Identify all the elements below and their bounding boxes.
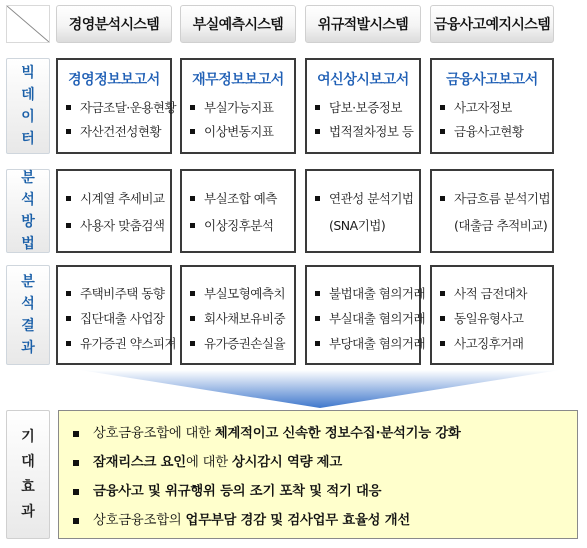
item-list — [66, 185, 166, 239]
result-box-1 — [180, 265, 296, 365]
item-text: 유가증권 약스피져 — [80, 336, 177, 351]
header-corner — [6, 5, 50, 43]
item-text: 담보·보증정보 — [329, 100, 402, 115]
item-list — [440, 281, 548, 356]
row-label-method — [6, 169, 50, 253]
list-item — [190, 120, 290, 144]
header-col-2: 위규적발시스템 — [305, 5, 421, 43]
data-box-2 — [305, 58, 421, 154]
header-col-1: 부실예측시스템 — [180, 5, 296, 43]
down-arrow-icon — [60, 370, 580, 408]
method-box-2 — [305, 169, 421, 253]
list-item — [440, 96, 548, 120]
result-box-2 — [305, 265, 426, 365]
list-item — [66, 331, 177, 356]
list-item — [440, 185, 551, 212]
list-item — [440, 120, 548, 144]
result-box-0 — [56, 265, 177, 365]
box-title: 금융사고보고서 — [446, 72, 538, 88]
list-item — [315, 331, 426, 356]
list-item — [440, 212, 548, 239]
item-text: 부실가능지표 — [204, 100, 274, 115]
method-box-0 — [56, 169, 172, 253]
row-label-effects — [6, 410, 50, 539]
item-text: 사용자 맞춤검색 — [80, 218, 165, 233]
effect-item — [73, 506, 569, 535]
box-title: 여신상시보고서 — [317, 72, 409, 88]
item-list — [190, 185, 290, 239]
box-title: 재무정보보고서 — [192, 72, 284, 88]
list-item — [315, 212, 415, 239]
item-list — [440, 96, 548, 144]
list-item — [440, 281, 548, 306]
effect-item — [73, 419, 569, 448]
row-label-char: 법 — [21, 236, 35, 252]
row-label-char: 효 — [21, 478, 35, 495]
item-text: 주택비주택 동향 — [80, 286, 165, 301]
item-text: 자산건전성현황 — [80, 124, 162, 139]
item-text: 시계열 추세비교 — [80, 191, 165, 206]
list-item — [440, 306, 548, 331]
effects-list — [73, 419, 569, 535]
list-item — [66, 96, 177, 120]
data-box-1 — [180, 58, 296, 154]
item-list — [315, 281, 426, 356]
item-list — [315, 96, 415, 144]
effect-text: 상호금융조합에 대한 — [93, 426, 215, 441]
row-label-char: 대 — [21, 453, 35, 470]
item-text: 부당대출 혐의거래 — [329, 336, 426, 351]
item-text: 사고징후거래 — [454, 336, 524, 351]
item-text: 불법대출 혐의거래 — [329, 286, 426, 301]
row-label-char: 석 — [21, 296, 35, 312]
effects-box — [58, 410, 578, 539]
list-item — [190, 212, 290, 239]
row-label-char: 결 — [21, 318, 35, 334]
item-text: (SNA기법) — [329, 218, 386, 233]
item-list — [66, 96, 177, 144]
row-label-char: 데 — [21, 87, 35, 103]
item-list — [66, 281, 177, 356]
item-text: 법적절차정보 등 — [329, 124, 414, 139]
item-text: 부실대출 혐의거래 — [329, 311, 426, 326]
row-label-char: 석 — [21, 192, 35, 208]
list-item — [190, 331, 290, 356]
list-item — [66, 185, 166, 212]
effect-emphasis: 금융사고 및 위규행위 등의 조기 포착 및 적기 대응 — [93, 484, 382, 499]
item-text: 자금조달·운용현황 — [80, 100, 177, 115]
item-text: 사적 금전대차 — [454, 286, 527, 301]
item-text: 부실모형예측치 — [204, 286, 286, 301]
item-list — [190, 281, 290, 356]
list-item — [315, 306, 426, 331]
row-label-char: 방 — [21, 214, 35, 230]
row-label-result — [6, 265, 50, 365]
list-item — [66, 212, 166, 239]
method-box-3 — [430, 169, 554, 253]
box-title: 경영정보보고서 — [68, 72, 160, 88]
list-item — [66, 120, 166, 144]
row-label-data — [6, 58, 50, 154]
list-item — [190, 185, 290, 212]
item-text: 유가증권손실율 — [204, 336, 286, 351]
item-text: 이상징후분석 — [204, 218, 274, 233]
item-text: 금융사고현황 — [454, 124, 524, 139]
effect-emphasis: 잠재리스크 요인 — [93, 455, 186, 470]
list-item — [315, 185, 415, 212]
item-text: 부실조합 예측 — [204, 191, 277, 206]
effect-item — [73, 448, 569, 477]
list-item — [190, 96, 290, 120]
header-col-0: 경영분석시스템 — [56, 5, 172, 43]
item-text: 사고자정보 — [454, 100, 512, 115]
list-item — [440, 331, 548, 356]
list-item — [315, 96, 415, 120]
item-text: 이상변동지표 — [204, 124, 274, 139]
row-label-char: 과 — [21, 503, 35, 520]
item-text: 집단대출 사업장 — [80, 311, 165, 326]
diagonal-divider — [7, 6, 49, 42]
effect-text: 에 대한 — [185, 455, 232, 470]
row-label-char: 분 — [21, 274, 35, 290]
list-item — [315, 281, 426, 306]
item-list — [190, 96, 290, 144]
effect-emphasis: 업무부담 경감 및 검사업무 효율성 개선 — [185, 513, 411, 528]
row-label-char: 과 — [21, 340, 35, 356]
effect-emphasis: 체계적이고 신속한 정보수집·분석기능 강화 — [214, 426, 461, 441]
item-text: 자금흐름 분석기법 — [454, 191, 551, 206]
row-label-char: 기 — [21, 428, 35, 445]
effect-emphasis: 상시감시 역량 제고 — [231, 455, 342, 470]
method-box-1 — [180, 169, 296, 253]
row-label-char: 터 — [21, 131, 35, 147]
effect-text: 상호금융조합의 — [93, 513, 186, 528]
item-list — [440, 185, 551, 239]
item-text: 동일유형사고 — [454, 311, 524, 326]
data-box-0 — [56, 58, 177, 154]
item-text: (대출금 추적비교) — [454, 218, 548, 233]
item-text: 회사채보유비중 — [204, 311, 286, 326]
row-label-char: 이 — [21, 109, 35, 125]
row-label-char: 빅 — [21, 65, 35, 81]
list-item — [190, 306, 290, 331]
effect-item — [73, 477, 569, 506]
list-item — [315, 120, 415, 144]
result-box-3 — [430, 265, 554, 365]
item-text: 연관성 분석기법 — [329, 191, 414, 206]
list-item — [190, 281, 290, 306]
list-item — [66, 281, 166, 306]
row-label-char: 분 — [21, 170, 35, 186]
header-col-3: 금융사고예지시스템 — [430, 5, 554, 43]
item-list — [315, 185, 415, 239]
list-item — [66, 306, 166, 331]
data-box-3 — [430, 58, 554, 154]
